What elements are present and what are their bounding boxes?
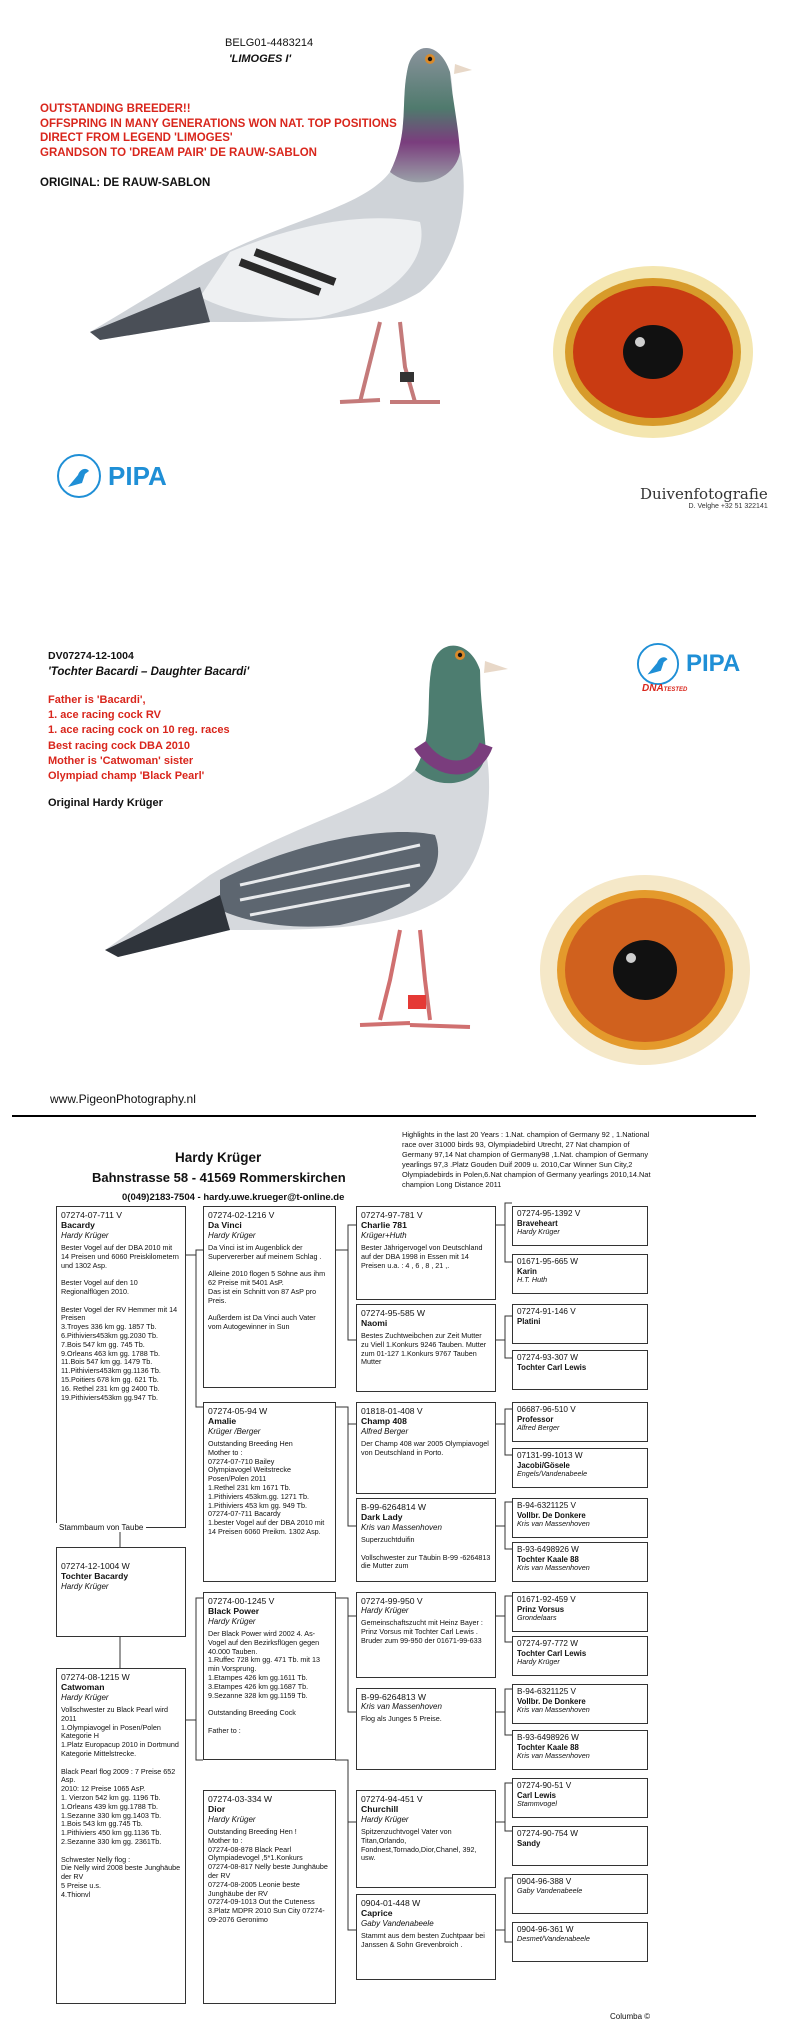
bird-name: Tochter Kaale 88 (517, 1554, 579, 1564)
breeder: Gaby Vandenabeele (361, 1919, 434, 1928)
description: Bester Jährigervogel von Deutschland auf der DBA 1998 in Essen mit 14 Preisen u.a. : 4 , 6 , 8 , 21 ,. (361, 1243, 483, 1270)
breeder: Krüger /Berger (208, 1427, 261, 1436)
breeder: Kris van Massenhoven (517, 1518, 590, 1528)
ring-number: 06687-96-510 V (517, 1405, 576, 1414)
breeder: Hardy Krüger (208, 1231, 256, 1240)
bird-name: Prinz Vorsus (517, 1604, 565, 1614)
pedigree-mff (356, 1592, 496, 1678)
breeder: Gaby Vandenabeele (517, 1885, 583, 1895)
bird-name: Carl Lewis (517, 1790, 556, 1800)
highlight-line: OUTSTANDING BREEDER!! (40, 103, 191, 115)
description: Vollschwester zu Black Pearl wird 2011 1.Olympiavogel in Posen/Polen Kategorie H 1.Platz Europacup 2010 in Dortmund Kategorie Mittelstrecke. Black Pearl flog 2009 : 7 Preise 652 Asp. 2010: 12 Preise 1065 AsP. 1. Vierzon 542 km gg. 1196 Tb. 1.Orleans 439 km gg.1788 Tb. 1.Sezanne 330 km gg.1403 Tb. 1.Bois 543 km gg.745 Tb. 1.Pithiviers 450 km gg.1136 Tb. 2.Sezanne 330 km gg. 2361Tb. Schwester Nelly flog : Die Nelly wird 2008 beste Junghäube der RV 5 Preise u.s. 4.Thionvl (61, 1705, 181, 1899)
pedigree-fff (356, 1206, 496, 1300)
photographer-credit: D. Velghe +32 51 322141 (688, 503, 768, 510)
pedigree-g4 (512, 1826, 648, 1866)
bird-name: Black Power (208, 1606, 260, 1616)
bird-name: Vollbr. De Donkere (517, 1510, 586, 1520)
ring-number: B-94-6321125 V (517, 1687, 577, 1696)
bird-name: Karin (517, 1266, 537, 1276)
description: Bestes Zuchtweibchen zur Zeit Mutter zu Viell 1.Konkurs 9246 Tauben. Mutter zum 01-127 1.Konkurs 9767 Tauben Mutter (361, 1331, 487, 1367)
bird-name: Jacobi/Gösele (517, 1460, 570, 1470)
ring-number: B-94-6321125 V (517, 1501, 577, 1510)
highlight-line: Olympiad champ 'Black Pearl' (48, 770, 205, 783)
loft-highlights: Highlights in the last 20 Years : 1.Nat. champion of Germany 92 , 1.National race over 31000 birds 93, Olympiadebird Utrecht, 27 Nat champion of Germany 97,14 Nat champion of Germany98 ,1.Nat. champion of Germany yearlings 97,3 .Platz Gouden Duif 2009 u. 2010,Car Winner Sun City,2 Olympiadebirds in Polen,6.Nat champion of Germany yearlings 2010,14.Nat champion Long Distance 2011 (402, 1130, 651, 1189)
pedigree-mmm (356, 1894, 496, 1980)
bird-name: Sandy (517, 1838, 541, 1848)
breeder: Hardy Krüger (61, 1231, 109, 1240)
bird-name: Churchill (361, 1804, 399, 1814)
pedigree-g4 (512, 1350, 648, 1390)
pigeon-name: 'Tochter Bacardi – Daughter Bacardi' (48, 666, 250, 678)
ring-number: 07274-95-1392 V (517, 1209, 581, 1218)
pigeon-logo-icon (636, 642, 680, 686)
ring-number: 01671-95-665 W (517, 1257, 578, 1266)
ring-number: 07274-93-307 W (517, 1353, 578, 1362)
original-breeder: ORIGINAL: DE RAUW-SABLON (40, 177, 211, 189)
pedigree-g4 (512, 1684, 648, 1724)
footer-credit: Columba © (610, 2012, 651, 2021)
pedigree-g4 (512, 1592, 648, 1632)
bird-name: Caprice (361, 1908, 393, 1918)
pedigree-g4 (512, 1730, 648, 1770)
breeder: Stammvogel (517, 1798, 557, 1808)
pedigree-fmf (356, 1402, 496, 1494)
breeder: Alfred Berger (361, 1427, 409, 1436)
owner-name: Hardy Krüger (175, 1150, 262, 1165)
description: Gemeinschaftszucht mit Heinz Bayer : Prinz Vorsus mit Tochter Carl Lewis . Bruder zum 99-950 der 01671-99-633 (361, 1618, 483, 1645)
ring-number: 07274-02-1216 V (208, 1210, 275, 1220)
ring-number: 07274-05-94 W (208, 1406, 268, 1416)
description: Superzuchtduifin Vollschwester zur Täubin B-99 -6264813 die Mutter zum (361, 1535, 491, 1571)
ring-number: 0904-01-448 W (361, 1898, 421, 1908)
pedigree-g4 (512, 1922, 648, 1962)
pipa-logo (636, 642, 740, 686)
pedigree-fmm (356, 1498, 496, 1582)
pedigree-mm (203, 1790, 336, 2004)
bird-name: Tochter Bacardy (61, 1571, 129, 1581)
breeder: Grondelaars (517, 1612, 557, 1622)
ring-number: 07274-91-146 V (517, 1307, 576, 1316)
pedigree-mfm (356, 1688, 496, 1770)
dna-badge-label: DNA (642, 683, 664, 694)
bird-name: Platini (517, 1316, 541, 1326)
pigeon-logo-icon (56, 453, 102, 499)
breeder: Hardy Krüger (361, 1815, 409, 1824)
breeder: Hardy Krüger (61, 1582, 109, 1591)
pigeon-name: 'LIMOGES I' (229, 53, 292, 65)
pipa-logo-text: PIPA (686, 650, 741, 677)
bird-name: Vollbr. De Donkere (517, 1696, 586, 1706)
breeder: Hardy Krüger (61, 1693, 109, 1702)
ring-number: B-93-6498926 W (517, 1733, 579, 1742)
ring-number: 07274-97-781 V (361, 1210, 423, 1220)
pedigree-g4 (512, 1402, 648, 1442)
photographer-logo (640, 485, 768, 510)
ring-number: 07274-07-711 V (61, 1210, 122, 1220)
highlight-line: DIRECT FROM LEGEND 'LIMOGES' (40, 132, 233, 144)
breeder: Hardy Krüger (517, 1656, 560, 1666)
pedigree-g4 (512, 1498, 648, 1538)
breeder: Kris van Massenhoven (517, 1562, 590, 1572)
ring-number: B-93-6498926 W (517, 1545, 579, 1554)
bird-name: Tochter Carl Lewis (517, 1648, 587, 1658)
breeder: Hardy Krüger (517, 1226, 560, 1236)
pipa-logo-text: PIPA (108, 460, 167, 491)
description: Da Vinci ist im Augenblick der Supervererber auf meinem Schlag . Alleine 2010 flogen 5 Söhne aus ihm 62 Preise mit 5401 AsP. Das ist ein Schnitt von 87 AsP pro Preis. Außerdem ist Da Vinci auch Vater vom Autogewinner in Sun (208, 1243, 326, 1332)
bird-name: Champ 408 (361, 1416, 407, 1426)
pedigree-g4 (512, 1304, 648, 1344)
owner-contact: 0(049)2183-7504 - hardy.uwe.krueger@t-online.de (122, 1192, 345, 1203)
highlight-line: Best racing cock DBA 2010 (48, 739, 191, 752)
ring-number: 07274-94-451 V (361, 1794, 423, 1804)
pedigree-g4 (512, 1874, 648, 1914)
highlight-line: 1. ace racing cock on 10 reg. races (48, 724, 230, 737)
bird-name: Professor (517, 1414, 554, 1424)
ring-number: B-99-6264813 W (361, 1692, 426, 1702)
pedigree-ffm (356, 1304, 496, 1392)
ring-number: B-99-6264814 W (361, 1502, 426, 1512)
bird-name: Tochter Carl Lewis (517, 1362, 587, 1372)
original-breeder: Original Hardy Krüger (48, 797, 163, 809)
bird-name: Catwoman (61, 1682, 105, 1692)
pedigree-father (56, 1206, 186, 1528)
bird-name: Bacardy (61, 1220, 95, 1230)
breeder: Krüger+Huth (361, 1231, 407, 1240)
ring-number: 07274-90-754 W (517, 1829, 578, 1838)
breeder: Hardy Krüger (361, 1606, 409, 1615)
description: Der Black Power wird 2002 4. As-Vogel auf den Bezirksflügen gegen 40.000 Tauben. 1.Ruffec 728 km gg. 471 Tb. mit 13 min Vorsprung. 1.Etampes 426 km gg.1611 Tb. 3.Etampes 426 km gg.1687 Tb. 9.Sezanne 328 km gg.1159 Tb. Outstanding Breeding Cock Father to : (208, 1629, 321, 1735)
dna-tested-badge (642, 683, 687, 694)
description: Outstanding Breeding Hen ! Mother to : 07274-08-878 Black Pearl Olympiadevogel ,5*1.Konkurs 07274-08-817 Nelly beste Junghäube der RV 07274-08-2005 Leonie beste Junghäube der RV 07274-09-1013 Out the Cuteness 3.Platz MDPR 2010 Sun City 07274-09-2076 Geronimo (208, 1827, 328, 1924)
bird-name: Da Vinci (208, 1220, 242, 1230)
website-url: www.PigeonPhotography.nl (50, 1092, 196, 1106)
ring-number: 01671-92-459 V (517, 1595, 576, 1604)
pipa-logo (56, 453, 167, 499)
pigeon-photo (70, 22, 540, 527)
pedigree-subject (56, 1547, 186, 1637)
description: Stammt aus dem besten Zuchtpaar bei Janssen & Sohn Grevenbroich . (361, 1931, 485, 1949)
pedigree-mf (203, 1592, 336, 1760)
description: Der Champ 408 war 2005 Olympiavogel von Deutschland in Porto. (361, 1439, 489, 1457)
ring-number: DV07274-12-1004 (48, 650, 134, 662)
pedigree-g4 (512, 1636, 648, 1676)
owner-address: Bahnstrasse 58 - 41569 Rommerskirchen (92, 1170, 346, 1185)
ring-number: 0904-96-388 V (517, 1877, 572, 1886)
ring-number: 07274-12-1004 W (61, 1561, 130, 1571)
ring-number: 07131-99-1013 W (517, 1451, 583, 1460)
bird-name: Tochter Kaale 88 (517, 1742, 579, 1752)
highlight-line: 1. ace racing cock RV (48, 709, 161, 722)
pedigree-g4 (512, 1778, 648, 1818)
breeder: Kris van Massenhoven (361, 1523, 442, 1532)
pedigree-mmf (356, 1790, 496, 1888)
eye-close-up (535, 870, 755, 1070)
ring-number: BELG01-4483214 (225, 37, 314, 49)
pedigree-label: Stammbaum von Taube (56, 1523, 146, 1532)
breeder: Alfred Berger (517, 1422, 560, 1432)
breeder: Kris van Massenhoven (361, 1702, 442, 1711)
breeder: Kris van Massenhoven (517, 1750, 590, 1760)
ring-number: 07274-90-51 V (517, 1781, 572, 1790)
photographer-title: Duivenfotografie (640, 485, 768, 503)
dna-badge-sub: TESTED (663, 687, 688, 693)
breeder: Hardy Krüger (208, 1617, 256, 1626)
pedigree-g4 (512, 1206, 648, 1246)
pedigree-mother (56, 1668, 186, 2004)
ring-number: 07274-99-950 V (361, 1596, 423, 1606)
bird-name: Naomi (361, 1318, 388, 1328)
ring-number: 01818-01-408 V (361, 1406, 423, 1416)
bird-name: Dark Lady (361, 1512, 403, 1522)
bird-name: Dior (208, 1804, 226, 1814)
breeder: H.T. Huth (517, 1274, 548, 1284)
breeder: Hardy Krüger (208, 1815, 256, 1824)
pedigree-ff (203, 1206, 336, 1388)
bird-name: Braveheart (517, 1218, 558, 1228)
eye-close-up (548, 262, 758, 442)
pedigree-g4 (512, 1542, 648, 1582)
ring-number: 07274-03-334 W (208, 1794, 273, 1804)
breeder: Kris van Massenhoven (517, 1704, 590, 1714)
section-divider (12, 1115, 756, 1117)
bird-name: Charlie 781 (361, 1220, 407, 1230)
highlight-line: Father is 'Bacardi', (48, 694, 146, 706)
pigeon-photo (90, 625, 550, 1095)
ring-number: 07274-95-585 W (361, 1308, 426, 1318)
ring-number: 07274-97-772 W (517, 1639, 578, 1648)
highlight-line: GRANDSON TO 'DREAM PAIR' DE RAUW-SABLON (40, 146, 317, 159)
ring-number: 07274-08-1215 W (61, 1672, 130, 1682)
description: Spitzenzuchtvogel Vater von Titan,Orlando, Fondnest,Tornado,Dior,Chanel, 392, usw. (361, 1827, 477, 1863)
highlight-line: OFFSPRING IN MANY GENERATIONS WON NAT. TOP POSITIONS (40, 117, 397, 130)
pedigree-g4 (512, 1448, 648, 1488)
description: Bester Vogel auf der DBA 2010 mit 14 Preisen und 6060 Preiskilometern und 1302 Asp. Bester Vogel auf den 10 Regionalflügen 2010. Bester Vogel der RV Hemmer mit 14 Preisen 3.Troyes 336 km gg. 1857 Tb. 6.Pithiviers453km gg.2030 Tb. 7.Bois 547 km gg. 745 Tb. 9.Orleans 463 km gg. 1788 Tb. 11.Bois 547 km gg. 1479 Tb. 11.Pithiviers453km gg.1136 Tb. 15.Poitiers 678 km gg. 621 Tb. 16. Rethel 231 km gg 2400 Tb. 19.Pithiviers453km gg.947 Tb. (61, 1243, 179, 1402)
ring-number: 07274-00-1245 V (208, 1596, 275, 1606)
description: Flog als Junges 5 Preise. (361, 1714, 442, 1723)
breeder: Engels/Vandenabeele (517, 1468, 588, 1478)
ring-number: 0904-96-361 W (517, 1925, 574, 1934)
pedigree-fm (203, 1402, 336, 1582)
bird-name: Amalie (208, 1416, 237, 1426)
breeder: Desmet/Vandenabeele (517, 1933, 590, 1943)
description: Outstanding Breeding Hen Mother to : 07274-07-710 Bailey Olympiavogel Weitstrecke Posen/Polen 2011 1.Rethel 231 km 1671 Tb. 1.Pithiviers 453km.gg. 1271 Tb. 1.Pithiviers 453 km gg. 949 Tb. 07274-07-711 Bacardy 1.bester Vogel auf der DBA 2010 mit 14 Preisen 6060 Preikm. 1302 Asp. (208, 1439, 325, 1536)
highlight-line: Mother is 'Catwoman' sister (48, 754, 194, 767)
pedigree-g4 (512, 1254, 648, 1294)
